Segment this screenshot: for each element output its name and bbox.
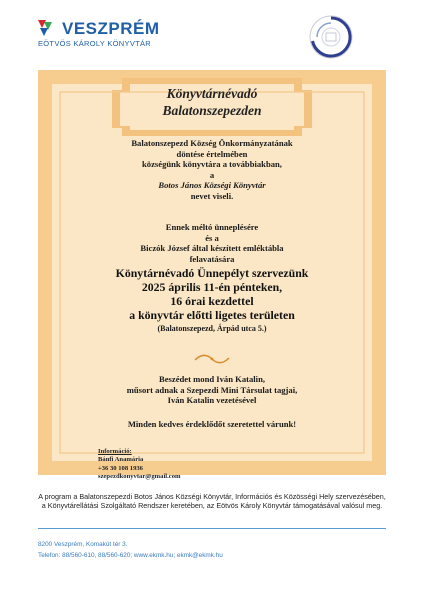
text-line: és a <box>205 232 219 243</box>
seal-icon <box>308 14 354 60</box>
event-address: (Balatonszepezd, Árpád utca 5.) <box>157 324 267 333</box>
contact-info <box>98 448 181 482</box>
text-line: nevet viseli. <box>190 190 234 201</box>
text-line: Biczók József által készített emléktábla <box>140 243 284 254</box>
paragraph-celebration <box>68 222 356 264</box>
text-line: a <box>209 169 215 180</box>
text-line: műsort adnak a Szepezdi Mini Társulat tagjai, <box>126 384 298 395</box>
poster-content <box>38 70 386 481</box>
event-line: 16 órai kezdettel <box>170 294 254 308</box>
poster-title-line2: Balatonszepezden <box>162 103 262 118</box>
footer-contact[interactable]: Telefon: 88/560-610, 88/560-620; www.ekmk.hu; ekmk@ekmk.hu <box>38 552 223 559</box>
footer-divider <box>38 528 386 529</box>
event-line: 2025 április 11-én pénteken, <box>141 280 283 294</box>
info-label: Információ: <box>98 448 132 455</box>
logo-name: VESZPRÉM <box>62 19 160 38</box>
text-line: Beszédet mond Iván Katalin, <box>159 374 265 384</box>
library-logo[interactable] <box>38 20 160 48</box>
event-poster <box>38 70 386 481</box>
logo-mark-icon <box>38 20 58 38</box>
logo-top <box>38 20 160 38</box>
library-name: Botos János Községi Könyvtár <box>158 180 266 191</box>
text-line: Iván Katalin vezetésével <box>167 395 257 406</box>
text-line: felavatására <box>189 253 235 264</box>
text-line: Ennek méltó ünneplésére <box>165 222 259 232</box>
event-line: Könytárnévadó Ünnepélyt szervezünk <box>115 266 309 280</box>
text-line: döntése értelmében <box>176 148 248 159</box>
text-line: Balatonszepezd Község Önkormányzatának <box>131 138 293 148</box>
poster-title-line1: Könyvtárnévadó <box>166 86 258 101</box>
logo-subtitle: EÖTVÖS KÁROLY KÖNYVTÁR <box>38 39 152 48</box>
ornament-divider-icon <box>193 354 231 364</box>
paragraph-program <box>68 374 356 406</box>
invitation-line: Minden kedves érdeklődőt szeretettel várunk! <box>127 419 297 429</box>
info-name: Bánfi Anamária <box>98 456 144 464</box>
header <box>0 0 424 70</box>
event-announcement <box>68 266 356 322</box>
paragraph-decision <box>68 138 356 202</box>
event-line: a könyvtár előtti ligetes területen <box>129 308 295 322</box>
footer-note: A program a Balatonszepezdi Botos János Községi Könyvtár, Információs és Közösségi Hely szervezésében, a Könyvtárellátási Szolgáltató Rendszer keretében, az Eötvös Károly Könyvtár támogatásával valósul meg. <box>38 492 386 511</box>
info-email[interactable]: szepezdkonyvtar@gmail.com <box>98 473 181 481</box>
footer-address: 8200 Veszprém, Komakút tér 3. <box>38 541 128 548</box>
text-line: községünk könyvtára a továbbiakban, <box>142 159 282 170</box>
info-phone: +36 30 108 1936 <box>98 464 143 472</box>
